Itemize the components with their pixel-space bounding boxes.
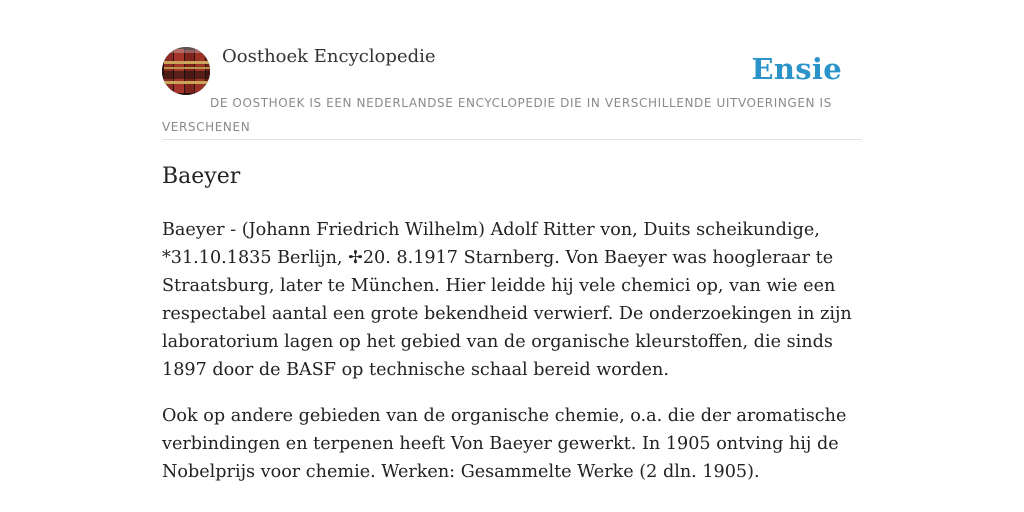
article-body xyxy=(162,216,862,504)
ensie-logo[interactable]: Ensie xyxy=(751,52,842,86)
source-description: DE OOSTHOEK IS EEN NEDERLANDSE ENCYCLOPEDIE DIE IN VERSCHILLENDE UITVOERINGEN IS VERSCHENEN xyxy=(162,96,832,134)
source-title[interactable]: Oosthoek Encyclopedie xyxy=(222,46,436,67)
book-spines-icon[interactable] xyxy=(162,47,210,95)
article-title: Baeyer xyxy=(162,164,241,189)
source-header xyxy=(162,46,862,140)
article-paragraph: Baeyer - (Johann Friedrich Wilhelm) Adolf Ritter von, Duits scheikundige, *31.10.1835 Berlijn, ✢20. 8.1917 Starnberg. Von Baeyer was hoogleraar te Straatsburg, later te München. Hier leidde hij vele chemici op, van wie een respectabel aantal een grote bekendheid verwierf. De onderzoekingen in zijn laboratorium lagen op het gebied van de organische kleurstoffen, die sinds 1897 door de BASF op technische schaal bereid worden. xyxy=(162,220,852,380)
article-paragraph: Ook op andere gebieden van de organische chemie, o.a. die der aromatische verbindingen en terpenen heeft Von Baeyer gewerkt. In 1905 ontving hij de Nobelprijs voor chemie. Werken: Gesammelte Werke (2 dln. 1905). xyxy=(162,406,847,482)
